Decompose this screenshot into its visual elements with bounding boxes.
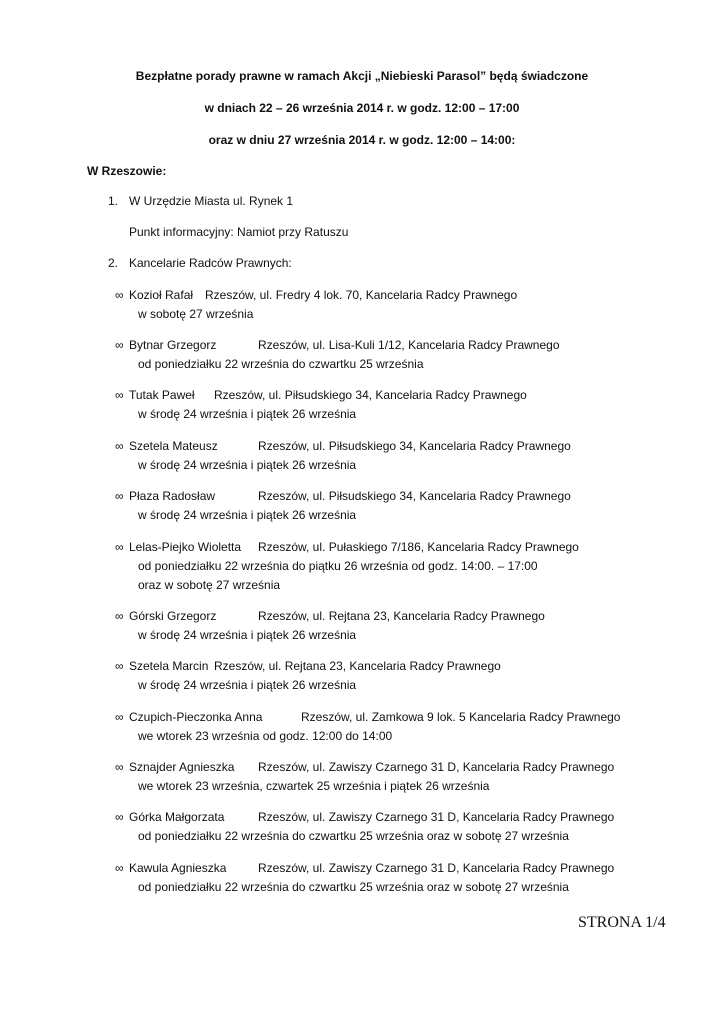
lawyer-schedule: we wtorek 23 września od godz. 12:00 do 14:00 [138,729,393,743]
lawyer-address: Rzeszów, ul. Lisa-Kuli 1/12, Kancelaria Radcy Prawnego [258,338,560,352]
lawyer-name: Górski Grzegorz [129,609,217,623]
lawyer-name: Bytnar Grzegorz [129,338,217,352]
infinity-bullet-icon: ∞ [115,609,124,623]
lawyer-name: Kawula Agnieszka [129,861,227,875]
lawyer-entry [0,338,724,378]
infinity-bullet-icon: ∞ [115,439,124,453]
lawyer-entry [0,489,724,529]
lawyer-entry [0,609,724,649]
lawyer-address: Rzeszów, ul. Piłsudskiego 34, Kancelaria Radcy Prawnego [258,489,571,503]
lawyer-schedule: w środę 24 września i piątek 26 września [138,628,357,642]
infinity-bullet-icon: ∞ [115,338,124,352]
lawyer-address: Rzeszów, ul. Rejtana 23, Kancelaria Radcy Prawnego [258,609,545,623]
lawyer-address: Rzeszów, ul. Fredry 4 lok. 70, Kancelaria Radcy Prawnego [205,288,518,302]
lawyer-name: Płaza Radosław [129,489,216,503]
list-item-1-detail: Punkt informacyjny: Namiot przy Ratuszu [129,225,349,239]
lawyer-schedule: od poniedziałku 22 września do piątku 26 września od godz. 14:00. – 17:00 [138,559,538,573]
lawyer-entry [0,659,724,699]
lawyer-schedule: od poniedziałku 22 września do czwartku 25 września oraz w sobotę 27 września [138,880,569,894]
lawyer-name: Kozioł Rafał [129,288,194,302]
list-number-1: 1. [108,194,119,208]
lawyer-entry [0,760,724,800]
lawyer-schedule-extra: oraz w sobotę 27 września [138,578,281,592]
heading-line-1: Bezpłatne porady prawne w ramach Akcji „Niebieski Parasol” będą świadczone [135,69,589,83]
lawyer-address: Rzeszów, ul. Zawiszy Czarnego 31 D, Kancelaria Radcy Prawnego [258,760,615,774]
section-title: W Rzeszowie: [87,164,167,178]
lawyer-entry [0,388,724,428]
lawyer-name: Szetela Marcin [129,659,209,673]
infinity-bullet-icon: ∞ [115,388,124,402]
lawyer-address: Rzeszów, ul. Zawiszy Czarnego 31 D, Kancelaria Radcy Prawnego [258,810,615,824]
lawyer-schedule: od poniedziałku 22 września do czwartku 25 września [138,357,424,371]
lawyer-address: Rzeszów, ul. Piłsudskiego 34, Kancelaria Radcy Prawnego [214,388,527,402]
lawyer-entry [0,540,724,600]
lawyer-entry [0,810,724,850]
infinity-bullet-icon: ∞ [115,659,124,673]
lawyer-schedule: od poniedziałku 22 września do czwartku 25 września oraz w sobotę 27 września [138,829,569,843]
list-number-2: 2. [108,256,119,270]
lawyer-entry [0,861,724,901]
lawyer-entry [0,439,724,479]
infinity-bullet-icon: ∞ [115,710,124,724]
lawyer-schedule: w środę 24 września i piątek 26 września [138,678,357,692]
lawyer-address: Rzeszów, ul. Zawiszy Czarnego 31 D, Kancelaria Radcy Prawnego [258,861,615,875]
lawyer-name: Lelas-Piejko Wioletta [129,540,242,554]
infinity-bullet-icon: ∞ [115,861,124,875]
infinity-bullet-icon: ∞ [115,810,124,824]
lawyer-schedule: w środę 24 września i piątek 26 września [138,407,357,421]
heading-line-3: oraz w dniu 27 września 2014 r. w godz. 12:00 – 14:00: [208,133,516,147]
lawyer-entry [0,288,724,328]
heading-line-2: w dniach 22 – 26 września 2014 r. w godz. 12:00 – 17:00 [204,101,520,115]
lawyer-name: Sznajder Agnieszka [129,760,235,774]
lawyer-name: Tutak Paweł [129,388,195,402]
infinity-bullet-icon: ∞ [115,760,124,774]
lawyer-name: Górka Małgorzata [129,810,225,824]
lawyer-name: Szetela Mateusz [129,439,218,453]
lawyer-schedule: w środę 24 września i piątek 26 września [138,458,357,472]
lawyer-schedule: we wtorek 23 września, czwartek 25 września i piątek 26 września [138,779,490,793]
lawyer-entry [0,710,724,750]
page-number: STRONA 1/4 [578,914,666,931]
lawyer-schedule: w sobotę 27 września [138,307,254,321]
infinity-bullet-icon: ∞ [115,540,124,554]
lawyer-address: Rzeszów, ul. Zamkowa 9 lok. 5 Kancelaria Radcy Prawnego [301,710,621,724]
infinity-bullet-icon: ∞ [115,489,124,503]
lawyer-address: Rzeszów, ul. Rejtana 23, Kancelaria Radcy Prawnego [214,659,501,673]
lawyer-address: Rzeszów, ul. Piłsudskiego 34, Kancelaria Radcy Prawnego [258,439,571,453]
lawyer-name: Czupich-Pieczonka Anna [129,710,263,724]
lawyer-schedule: w środę 24 września i piątek 26 września [138,508,357,522]
infinity-bullet-icon: ∞ [115,288,124,302]
list-item-2-text: Kancelarie Radców Prawnych: [129,256,292,270]
list-item-1-text: W Urzędzie Miasta ul. Rynek 1 [129,194,294,208]
lawyer-address: Rzeszów, ul. Pułaskiego 7/186, Kancelaria Radcy Prawnego [258,540,579,554]
